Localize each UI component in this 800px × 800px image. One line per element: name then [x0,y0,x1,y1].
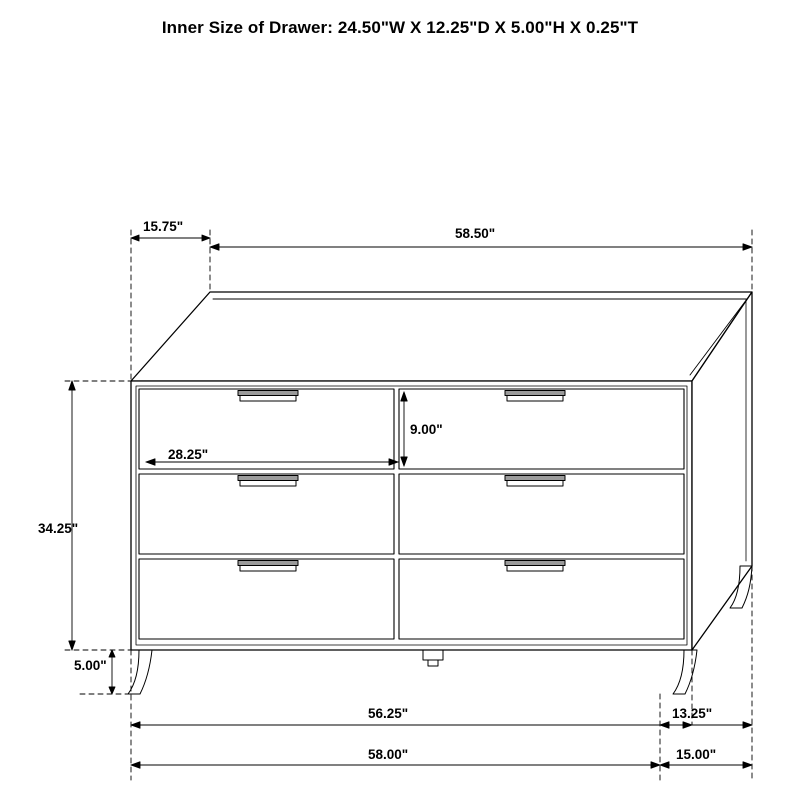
dim-label-drawer-height: 9.00" [410,422,443,437]
dim-label-base-width: 56.25" [368,706,409,721]
page-title: Inner Size of Drawer: 24.50"W X 12.25"D X 5.00"H X 0.25"T [161,18,639,37]
dim-label-top-depth: 15.75" [143,219,184,234]
dim-label-overall-height: 34.25" [38,521,79,536]
dim-label-leg-height: 5.00" [74,658,107,673]
dim-label-top-width: 58.50" [455,226,496,241]
dim-label-side-depth: 13.25" [672,706,713,721]
dim-label-drawer-width: 28.25" [168,447,209,462]
dim-label-overall-width: 58.00" [368,747,409,762]
dim-label-base-depth: 15.00" [676,747,717,762]
